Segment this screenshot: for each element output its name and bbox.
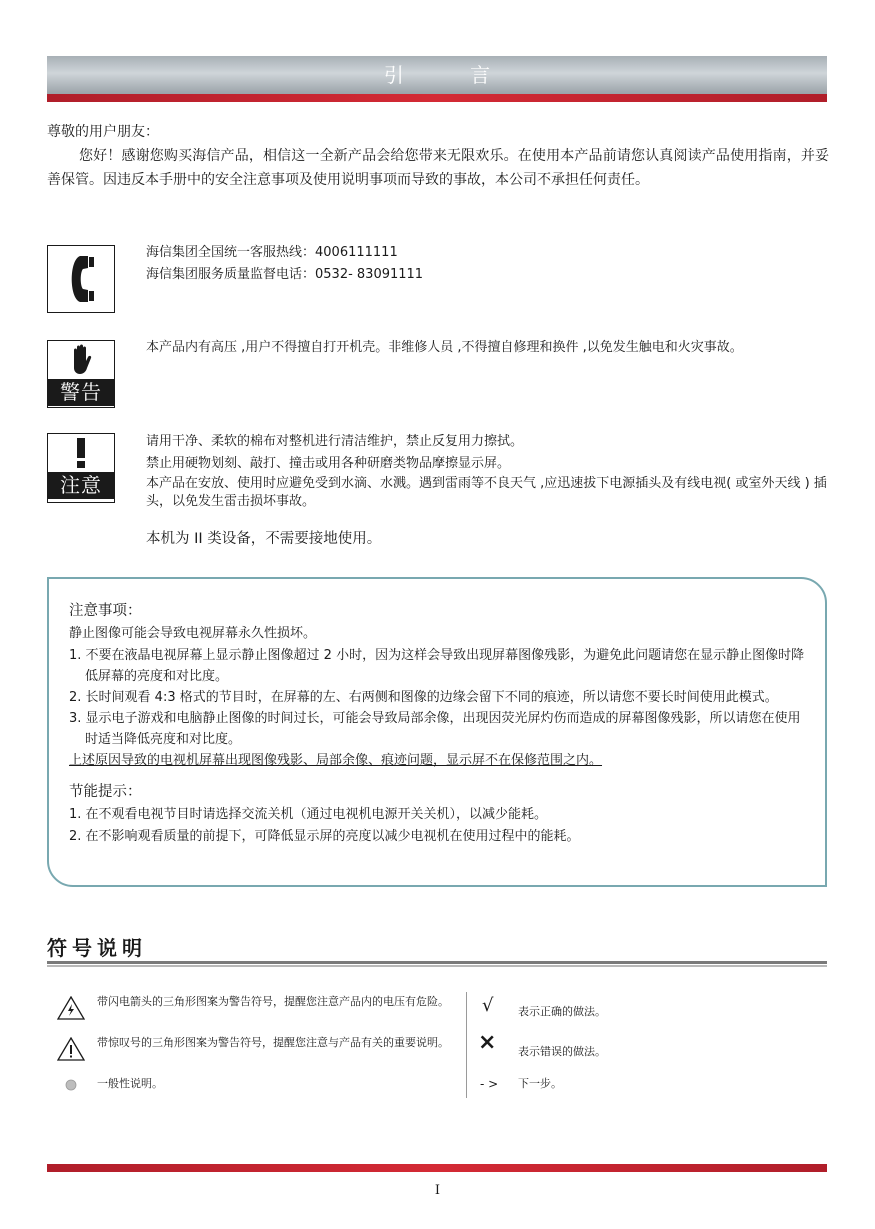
hotline-text: [146, 242, 830, 286]
caution-line-1: 请用干净、柔软的棉布对整机进行清洁维护，禁止反复用力擦拭。: [146, 434, 524, 449]
hand-icon: [48, 341, 114, 379]
exclamation-icon: [48, 434, 114, 472]
banner-red-stripe: [47, 94, 827, 102]
energy-title: 节能提示：: [69, 784, 142, 800]
notice-content: [69, 599, 807, 848]
cross-icon: ×: [478, 1030, 497, 1055]
symbol-exclamation-text: 带惊叹号的三角形图案为警告符号，提醒您注意与产品有关的重要说明。: [97, 1036, 449, 1049]
grey-dot-icon: [65, 1079, 77, 1096]
symbols-rule: [47, 961, 827, 964]
caution-line-2: 禁止用硬物划刻、敲打、撞击或用各种研磨类物品摩擦显示屏。: [146, 456, 511, 471]
caution-line-3: 本产品在安放、使用时应避免受到水滴、水溅。遇到雷雨等不良天气 ,应迅速拔下电源插头及有线电视( 或室外天线 ) 插头，以免发生雷击损坏事故。: [146, 476, 827, 509]
intro-greeting: 尊敬的用户朋友：: [47, 124, 159, 140]
page-number: I: [434, 1183, 441, 1198]
symbols-title: 符号说明: [47, 936, 147, 960]
warning-badge: 警告: [48, 379, 114, 406]
symbol-cross-text: 表示错误的做法。: [518, 1045, 606, 1058]
notice-disclaimer: 上述原因导致的电视机屏幕出现图像残影、局部余像、痕迹问题，显示屏不在保修范围之内。: [69, 753, 603, 768]
intro-body: 您好！感谢您购买海信产品，相信这一全新产品会给您带来无限欢乐。在使用本产品前请您认真阅读产品使用指南，并妥善保管。因违反本手册中的安全注意事项及使用说明事项而导致的事故，本公司不承担任何责任。: [47, 148, 829, 188]
lightning-triangle-icon: [57, 996, 85, 1025]
notice-title: 注意事项：: [69, 603, 142, 619]
symbols-divider: [466, 992, 467, 1098]
notice-item-3: 3. 显示电子游戏和电脑静止图像的时间过长，可能会导致局部余像，出现因荧光屏灼伤而造成的屏幕图像残影，所以请您在使用时适当降低亮度和对比度。: [69, 711, 801, 747]
caution-icon-box: [47, 433, 115, 503]
warning-text: 本产品内有高压 ,用户不得擅自打开机壳。非维修人员 ,不得擅自修理和换件 ,以免发生触电和火灾事故。: [146, 340, 743, 355]
warning-icon-box: [47, 340, 115, 408]
footer-red-bar: [47, 1164, 827, 1172]
notice-panel: [47, 577, 827, 887]
notice-item-1: 1. 不要在液晶电视屏幕上显示静止图像超过 2 小时，因为这样会导致出现屏幕图像残影，为避免此问题请您在显示静止图像时降低屏幕的亮度和对比度。: [69, 648, 805, 684]
symbols-rule-light: [47, 965, 827, 967]
phone-icon: [48, 246, 114, 312]
symbol-lightning-text: 带闪电箭头的三角形图案为警告符号，提醒您注意产品内的电压有危险。: [97, 995, 449, 1008]
exclamation-triangle-icon: [57, 1037, 85, 1066]
hotline-line-1: 海信集团全国统一客服热线：4006111111: [146, 245, 398, 260]
symbol-dot-text: 一般性说明。: [97, 1077, 163, 1090]
notice-item-2: 2. 长时间观看 4:3 格式的节目时，在屏幕的左、右两侧和图像的边缘会留下不同的痕迹，所以请您不要长时间使用此模式。: [69, 690, 778, 705]
symbol-check-text: 表示正确的做法。: [518, 1005, 606, 1018]
check-icon: √: [482, 995, 494, 1016]
phone-icon-box: [47, 245, 115, 313]
notice-intro: 静止图像可能会导致电视屏幕永久性损坏。: [69, 626, 317, 641]
energy-item-2: 2. 在不影响观看质量的前提下，可降低显示屏的亮度以减少电视机在使用过程中的能耗。: [69, 829, 580, 844]
class-ii-note: 本机为 II 类设备，不需要接地使用。: [146, 531, 382, 547]
caution-text: [146, 431, 830, 515]
intro-section: [47, 120, 829, 192]
page-title: 引 言: [383, 63, 521, 87]
caution-badge: 注意: [48, 472, 114, 499]
symbol-next-text: 下一步。: [518, 1077, 562, 1090]
next-step-icon: - >: [480, 1077, 499, 1091]
hotline-line-2: 海信集团服务质量监督电话：0532- 83091111: [146, 267, 424, 282]
energy-item-1: 1. 在不观看电视节目时请选择交流关机（通过电视机电源开关关机），以减少能耗。: [69, 807, 548, 822]
header-banner: [47, 56, 827, 102]
